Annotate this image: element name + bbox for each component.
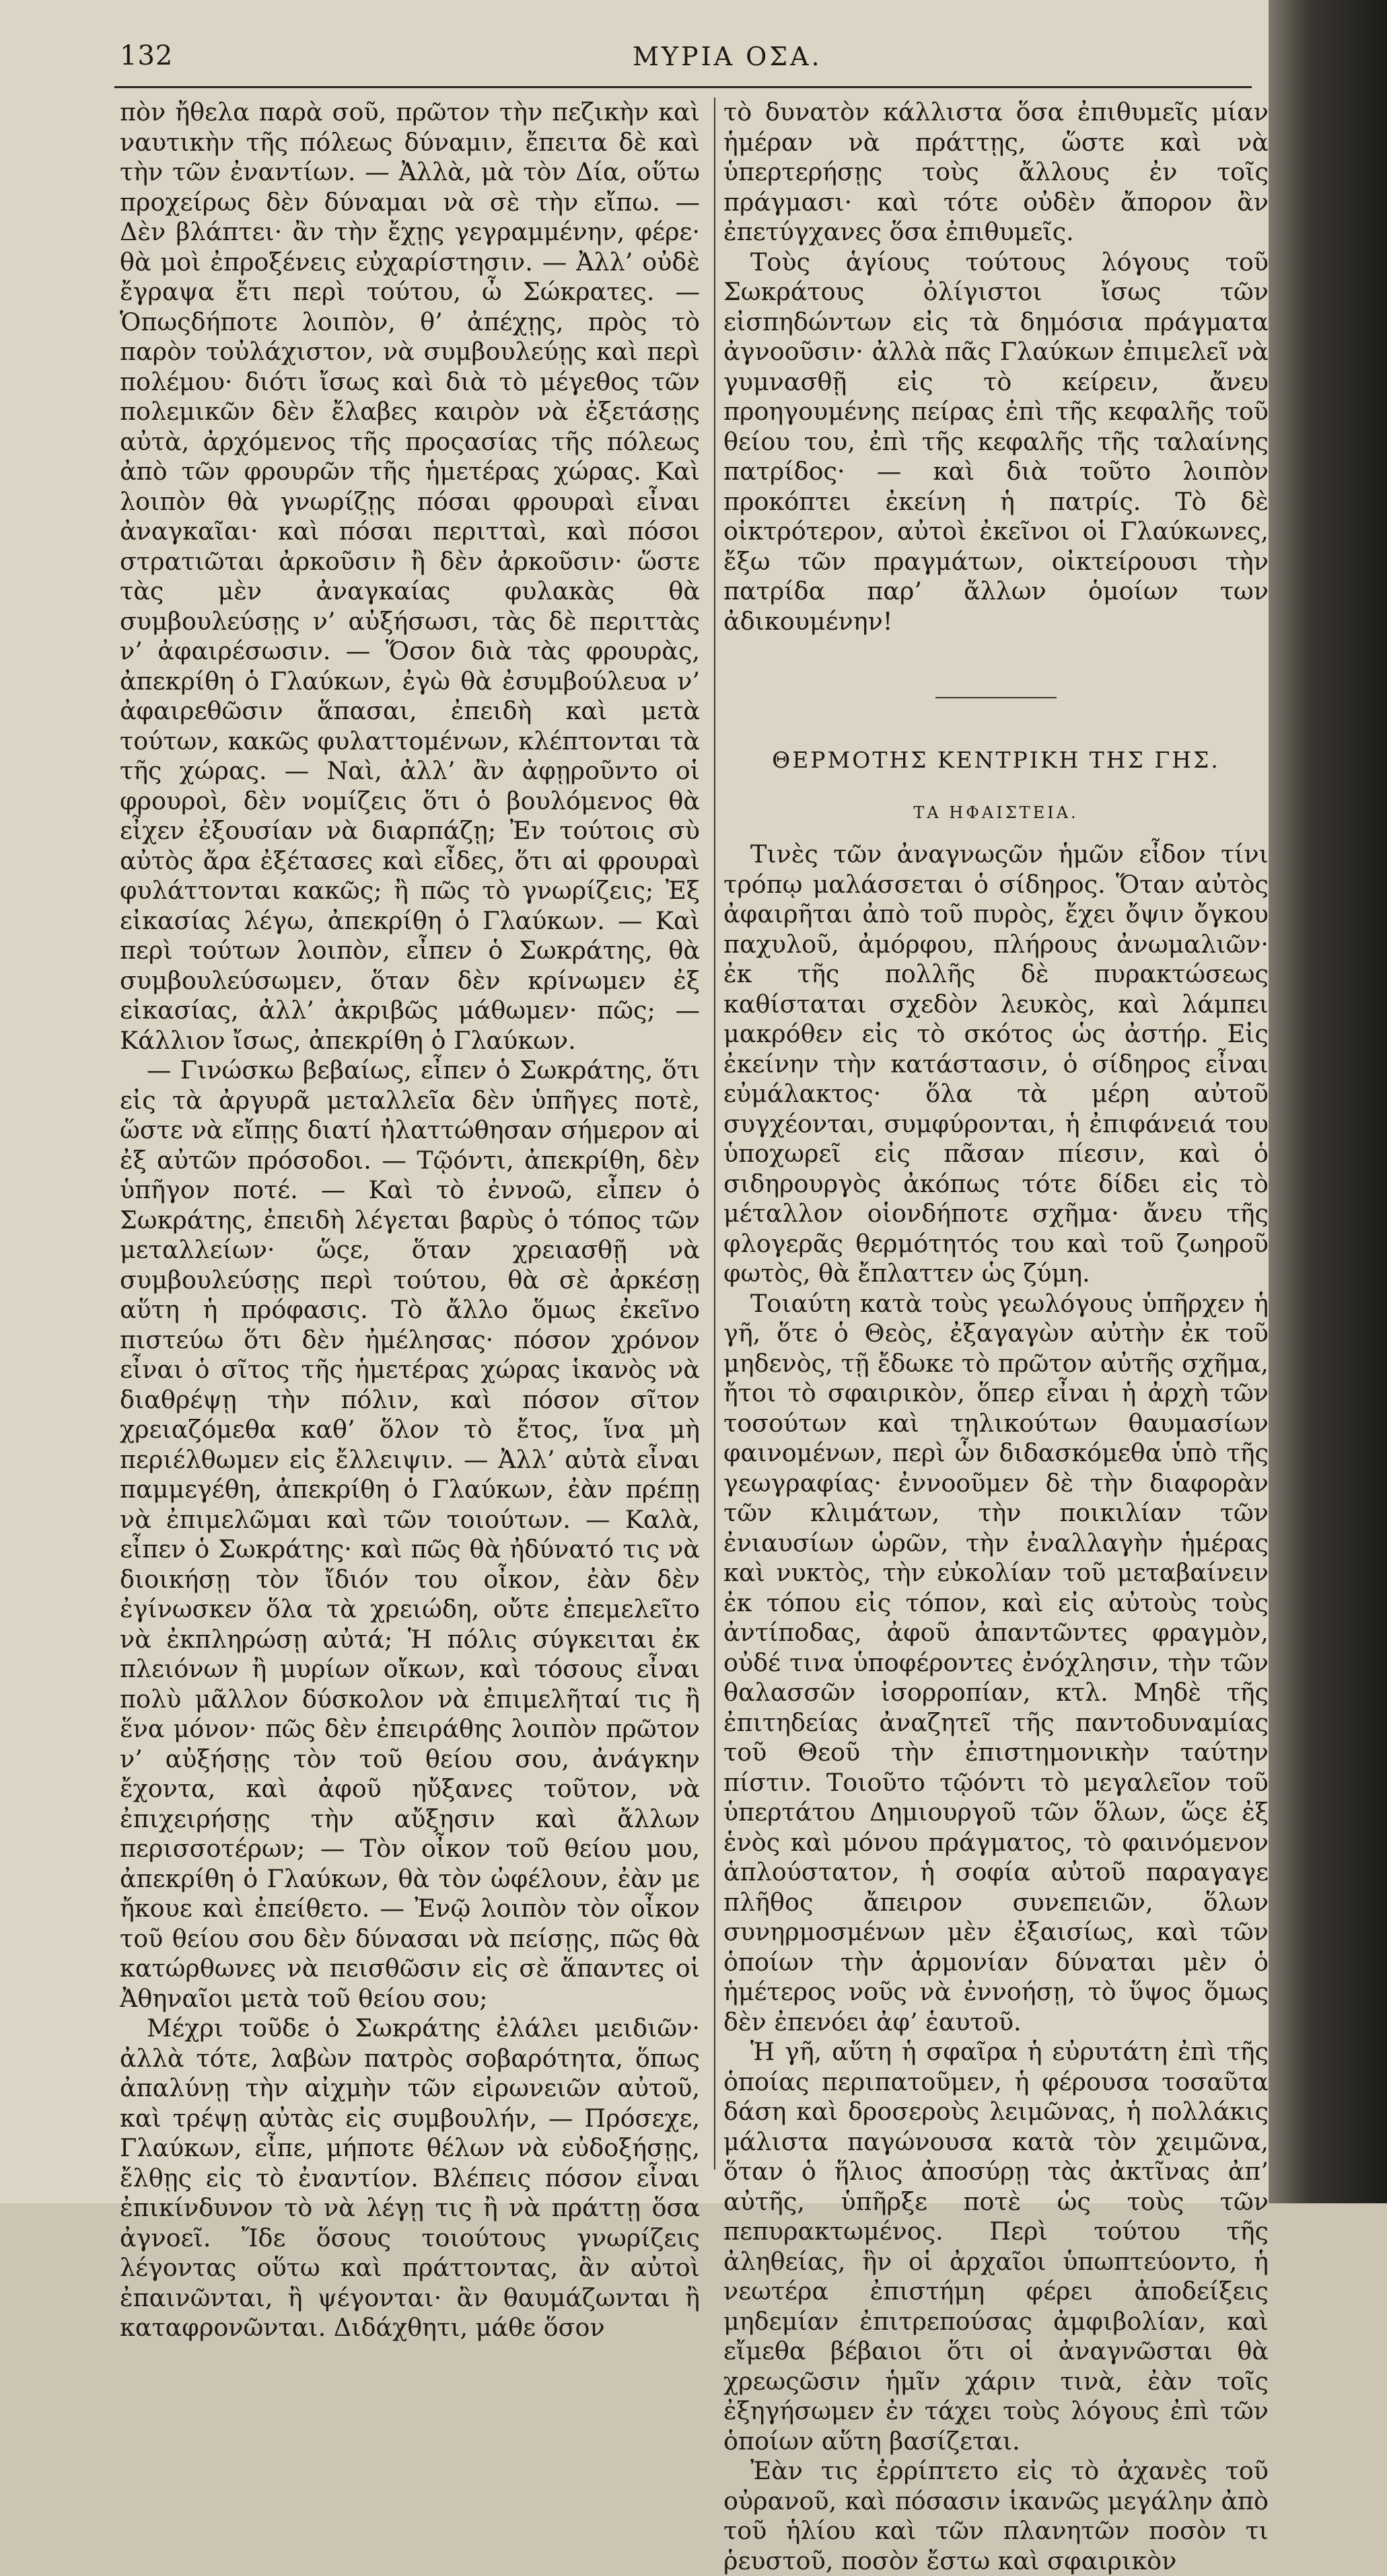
right-paragraph-1: τὸ δυνατὸν κάλλιστα ὅσα ἐπιθυμεῖς μίαν ἡμέραν νὰ πράττῃς, ὥστε καὶ νὰ ὑπερτερήσῃς τοὺς ἄλλους ἐν τοῖς πράγμασι· καὶ τότε οὐδὲν ἄπορον ἂν ἐπετύγχανες ὅσα ἐπιθυμεῖς.: [723, 98, 1269, 246]
right-paragraph-2: Τοὺς ἁγίους τούτους λόγους τοῦ Σωκράτους ὀλίγιστοι ἴσως τῶν εἰσπηδώντων εἰς τὰ δημόσια πράγματα ἀγνοοῦσιν· ἀλλὰ πᾶς Γλαύκων ἐπιμελεῖ νὰ γυμνασθῇ εἰς τὸ κείρειν, ἄνευ προηγουμένης πείρας ἐπὶ τῆς κεφαλῆς τοῦ θείου του, ἐπὶ τῆς κεφαλῆς τῆς ταλαίνης πατρίδος· — καὶ διὰ τοῦτο λοιπὸν προκόπτει ἐκείνη ἡ πατρίς. Τὸ δὲ οἰκτρότερον, αὐτοὶ ἐκεῖνοι οἱ Γλαύκωνες, ἔξω τῶν πραγμάτων, οἰκτείρουσι τὴν πατρίδα παρ’ ἄλλων ὁμοίων των ἀδικουμένην!: [723, 247, 1269, 636]
section-paragraph-3: Ἡ γῆ, αὕτη ἡ σφαῖρα ἡ εὐρυτάτη ἐπὶ τῆς ὁποίας περιπατοῦμεν, ἡ φέρουσα τοσαῦτα δάση καὶ δροσεροὺς λειμῶνας, ἡ πολλάκις μάλιστα παγώνουσα κατὰ τὸν χειμῶνα, ὅταν ὁ ἥλιος ἀποσύρῃ τὰς ἀκτῖνας ἀπ’ αὐτῆς, ὑπῆρξε ποτὲ ὡς τοὺς τῶν πεπυρακτωμένος. Περὶ τούτου τῆς ἀληθείας, ἣν οἱ ἀρχαῖοι ὑπωπτεύοντο, ἡ νεωτέρα ἐπιστήμη φέρει ἀποδείξεις μηδεμίαν ἐπιτρεπούσας ἀμφιβολίαν, καὶ εἴμεθα βέβαιοι ὅτι οἱ ἀναγνῶσται θὰ χρεωςῶσιν ἡμῖν χάριν τινὰ, ἐὰν τοῖς ἐξηγήσωμεν ἐν τάχει τοὺς λόγους ἐπὶ τῶν ὁποίων αὕτη βασίζεται.: [723, 2037, 1269, 2456]
page-number: 132: [120, 40, 174, 71]
left-column: [120, 98, 700, 2342]
right-column: [723, 98, 1269, 2575]
section-paragraph-1: Τινὲς τῶν ἀναγνωςῶν ἡμῶν εἶδον τίνι τρόπῳ μαλάσσεται ὁ σίδηρος. Ὅταν αὐτὸς ἀφαιρῆται ἀπὸ τοῦ πυρὸς, ἔχει ὄψιν ὄγκου παχυλοῦ, ἀμόρφου, πλήρους ἀνωμαλιῶν· ἐκ τῆς πολλῆς δὲ πυρακτώσεως καθίσταται σχεδὸν λευκὸς, καὶ λάμπει μακρόθεν εἰς τὸ σκότος ὡς ἀστήρ. Εἰς ἐκείνην τὴν κατάστασιν, ὁ σίδηρος εἶναι εὐμάλακτος· ὅλα τὰ μέρη αὐτοῦ συγχέονται, συμφύρονται, ἡ ἐπιφάνειά του ὑποχωρεῖ εἰς πᾶσαν πίεσιν, καὶ ὁ σιδηρουργὸς ἀκόπως τότε δίδει εἰς τὸ μέταλλον οἱονδήποτε σχῆμα· ἄνευ τῆς φλογερᾶς θερμότητός του καὶ τοῦ ζωηροῦ φωτὸς, θὰ ἔπλαττεν ὡς ζύμη.: [723, 840, 1269, 1288]
section-paragraph-2: Τοιαύτη κατὰ τοὺς γεωλόγους ὑπῆρχεν ἡ γῆ, ὅτε ὁ Θεὸς, ἐξαγαγὼν αὐτὴν ἐκ τοῦ μηδενὸς, τῇ ἔδωκε τὸ πρῶτον αὐτῆς σχῆμα, ἤτοι τὸ σφαιρικὸν, ὅπερ εἶναι ἡ ἀρχὴ τῶν τοσούτων καὶ τηλικούτων θαυμασίων φαινομένων, περὶ ὧν διδασκόμεθα ὑπὸ τῆς γεωγραφίας· ἐννοοῦμεν δὲ τὴν διαφορὰν τῶν κλιμάτων, τὴν ποικιλίαν τῶν ἐνιαυσίων ὡρῶν, τὴν ἐναλλαγὴν ἡμέρας καὶ νυκτὸς, τὴν εὐκολίαν τοῦ μεταβαίνειν ἐκ τόπου εἰς τόπον, καὶ εἰς αὐτοὺς τοὺς ἀντίποδας, ἀφοῦ ἀπαντῶντες φραγμὸν, οὐδέ τινα ὑποφέροντες ἐνόχλησιν, τὴν τῶν θαλασσῶν ἰσορροπίαν, κτλ. Μηδὲ τῆς ἐπιτηδείας ἀναζητεῖ τῆς παντοδυναμίας τοῦ Θεοῦ τὴν ἐπιστημονικὴν ταύτην πίστιν. Τοιοῦτο τῷόντι τὸ μεγαλεῖον τοῦ ὑπερτάτου Δημιουργοῦ τῶν ὅλων, ὥςε ἐξ ἑνὸς καὶ μόνου πράγματος, τὸ φαινόμενον ἁπλούστατον, ἡ σοφία αὐτοῦ παραγαγε πλῆθος ἄπειρον συνεπειῶν, ὅλων συνηρμοσμένων μὲν ἐξαισίως, καὶ τῶν ὁποίων τὴν ἁρμονίαν δύναται μὲν ὁ ἡμέτερος νοῦς νὰ ἐννοήσῃ, τὸ ὕψος ὅμως δὲν ἐπενόει ἀφ’ ἑαυτοῦ.: [723, 1288, 1269, 2036]
section-title: ΘΕΡΜΟΤΗΣ ΚΕΝΤΡΙΚΗ ΤΗΣ ΓΗΣ.: [772, 747, 1220, 773]
section-separator: [935, 697, 1057, 698]
left-paragraph-3: Μέχρι τοῦδε ὁ Σωκράτης ἐλάλει μειδιῶν· ἀλλὰ τότε, λαβὼν πατρὸς σοβαρότητα, ὅπως ἀπαλύνῃ τὴν αἰχμὴν τῶν εἰρωνειῶν αὐτοῦ, καὶ τρέψῃ αὐτὰς εἰς συμβουλήν, — Πρόσεχε, Γλαύκων, εἶπε, μήποτε θέλων νὰ εὐδοξήσῃς, ἔλθῃς εἰς τὸ ἐναντίον. Βλέπεις πόσον εἶναι ἐπικίνδυνον τὸ νὰ λέγῃ τις ἢ νὰ πράττῃ ὅσα ἀγνοεῖ. Ἴδε ὅσους τοιούτους γνωρίζεις λέγοντας οὕτω καὶ πράττοντας, ἂν αὐτοὶ ἐπαινῶνται, ἢ ψέγονται· ἂν θαυμάζωνται ἢ καταφρονῶνται. Διδάχθητι, μάθε ὅσον: [120, 2014, 700, 2342]
page-edge-shadow: [1269, 0, 1387, 2203]
left-paragraph-2: — Γινώσκω βεβαίως, εἶπεν ὁ Σωκράτης, ὅτι εἰς τὰ ἀργυρᾶ μεταλλεῖα δὲν ὑπῆγες ποτὲ, ὥστε νὰ εἴπῃς διατί ἠλαττώθησαν σήμερον αἱ ἐξ αὐτῶν πρόσοδοι. — Τῷόντι, ἀπεκρίθη, δὲν ὑπῆγον ποτέ. — Καὶ τὸ ἐννοῶ, εἶπεν ὁ Σωκράτης, ἐπειδὴ λέγεται βαρὺς ὁ τόπος τῶν μεταλλείων· ὥςε, ὅταν χρειασθῇ νὰ συμβουλεύσῃς περὶ τούτου, θὰ σὲ ἀρκέσῃ αὕτη ἡ πρόφασις. Τὸ ἄλλο ὅμως ἐκεῖνο πιστεύω ὅτι δὲν ἠμέλησας· πόσον χρόνον εἶναι ὁ σῖτος τῆς ἡμετέρας χώρας ἱκανὸς νὰ διαθρέψῃ τὴν πόλιν, καὶ πόσον σῖτον χρειαζόμεθα καθ’ ὅλον τὸ ἔτος, ἵνα μὴ περιέλθωμεν εἰς ἔλλειψιν. — Ἀλλ’ αὐτὰ εἶναι παμμεγέθη, ἀπεκρίθη ὁ Γλαύκων, ἐὰν πρέπῃ νὰ ἐπιμελῶμαι καὶ τῶν τοιούτων. — Καλὰ, εἶπεν ὁ Σωκράτης· καὶ πῶς θὰ ἠδύνατό τις νὰ διοικήσῃ τὸν ἴδιόν του οἶκον, ἐὰν δὲν ἐγίνωσκεν ὅλα τὰ χρειώδη, οὔτε ἐπεμελεῖτο νὰ ἐκπληρώσῃ αὐτά; Ἡ πόλις σύγκειται ἐκ πλειόνων ἢ μυρίων οἴκων, καὶ τόσους εἶναι πολὺ μᾶλλον δύσκολον νὰ ἐπιμελῆταί τις ἢ ἕνα μόνον· πῶς δὲν ἐπειράθης λοιπὸν πρῶτον ν’ αὐξήσῃς τὸν τοῦ θείου σου, ἀνάγκην ἔχοντα, καὶ ἀφοῦ ηὔξανες τοῦτον, νὰ ἐπιχειρήσῃς τὴν αὔξησιν καὶ ἄλλων περισσοτέρων; — Τὸν οἶκον τοῦ θείου μου, ἀπεκρίθη ὁ Γλαύκων, θὰ τὸν ὠφέλουν, ἐὰν με ἤκουε καὶ ἐπείθετο. — Ἐνῷ λοιπὸν τὸν οἶκον τοῦ θείου σου δὲν δύνασαι νὰ πείσῃς, πῶς θὰ κατώρθωνες νὰ πεισθῶσιν εἰς σὲ ἅπαντες οἱ Ἀθηναῖοι μετὰ τοῦ θείου σου;: [120, 1056, 700, 2013]
header-rule: [114, 86, 1252, 88]
section-subtitle: ΤΑ ΗΦΑΙΣΤΕΙΑ.: [913, 803, 1079, 822]
column-divider: [714, 98, 715, 2170]
running-title: ΜΥΡΙΑ ΟΣΑ.: [633, 42, 822, 71]
section-paragraph-4: Ἐὰν τις ἐρρίπτετο εἰς τὸ ἀχανὲς τοῦ οὐρανοῦ, καὶ πόσασιν ἱκανῶς μεγάλην ἀπὸ τοῦ ἡλίου καὶ τῶν πλανητῶν ποσὸν τι ῥευστοῦ, ποσὸν ἔστω καὶ σφαιρικὸν: [723, 2456, 1269, 2575]
left-paragraph-1: πὸν ἤθελα παρὰ σοῦ, πρῶτον τὴν πεζικὴν καὶ ναυτικὴν τῆς πόλεως δύναμιν, ἔπειτα δὲ καὶ τὴν τῶν ἐναντίων. — Ἀλλὰ, μὰ τὸν Δία, οὕτω προχείρως δὲν δύναμαι νὰ σὲ τὴν εἴπω. — Δὲν βλάπτει· ἂν τὴν ἔχῃς γεγραμμένην, φέρε· θὰ μοὶ ἐπροξένεις εὐχαρίστησιν. — Ἀλλ’ οὐδὲ ἔγραψα ἔτι περὶ τούτου, ὦ Σώκρατες. — Ὁπωςδήποτε λοιπὸν, θ’ ἀπέχῃς, πρὸς τὸ παρὸν τοὐλάχιστον, νὰ συμβουλεύῃς καὶ περὶ πολέμου· διότι ἴσως καὶ διὰ τὸ μέγεθος τῶν πολεμικῶν δὲν ἔλαβες καιρὸν νὰ ἐξετάσῃς αὐτὰ, ἀρχόμενος τῆς προςασίας τῆς πόλεως ἀπὸ τῶν φρουρῶν τῆς ἡμετέρας χώρας. Καὶ λοιπὸν θὰ γνωρίζῃς πόσαι φρουραὶ εἶναι ἀναγκαῖαι· καὶ πόσαι περιτταὶ, καὶ πόσοι στρατιῶται ἀρκοῦσιν ἢ δὲν ἀρκοῦσιν· ὥστε τὰς μὲν ἀναγκαίας φυλακὰς θὰ συμβουλεύσῃς ν’ αὐξήσωσι, τὰς δὲ περιττὰς ν’ ἀφαιρέσωσιν. — Ὅσον διὰ τὰς φρουρὰς, ἀπεκρίθη ὁ Γλαύκων, ἐγὼ θὰ ἐσυμβούλευα ν’ ἀφαιρεθῶσιν ἅπασαι, ἐπειδὴ καὶ μετὰ τούτων, κακῶς φυλαττομένων, κλέπτονται τὰ τῆς χώρας. — Ναὶ, ἀλλ’ ἂν ἀφῃροῦντο οἱ φρουροὶ, δὲν νομίζεις ὅτι ὁ βουλόμενος θὰ εἶχεν ἐξουσίαν νὰ διαρπάζῃ; Ἐν τούτοις σὺ αὐτὸς ἄρα ἐξέτασες καὶ εἶδες, ὅτι αἱ φρουραὶ φυλάττονται κακῶς; ἢ πῶς τὸ γνωρίζεις; Ἐξ εἰκασίας λέγω, ἀπεκρίθη ὁ Γλαύκων. — Καὶ περὶ τούτων λοιπὸν, εἶπεν ὁ Σωκράτης, θὰ συμβουλεύσωμεν, ὅταν δὲν κρίνωμεν ἐξ εἰκασίας, ἀλλ’ ἀκριβῶς μάθωμεν· πῶς; — Κάλλιον ἴσως, ἀπεκρίθη ὁ Γλαύκων.: [120, 98, 700, 1055]
